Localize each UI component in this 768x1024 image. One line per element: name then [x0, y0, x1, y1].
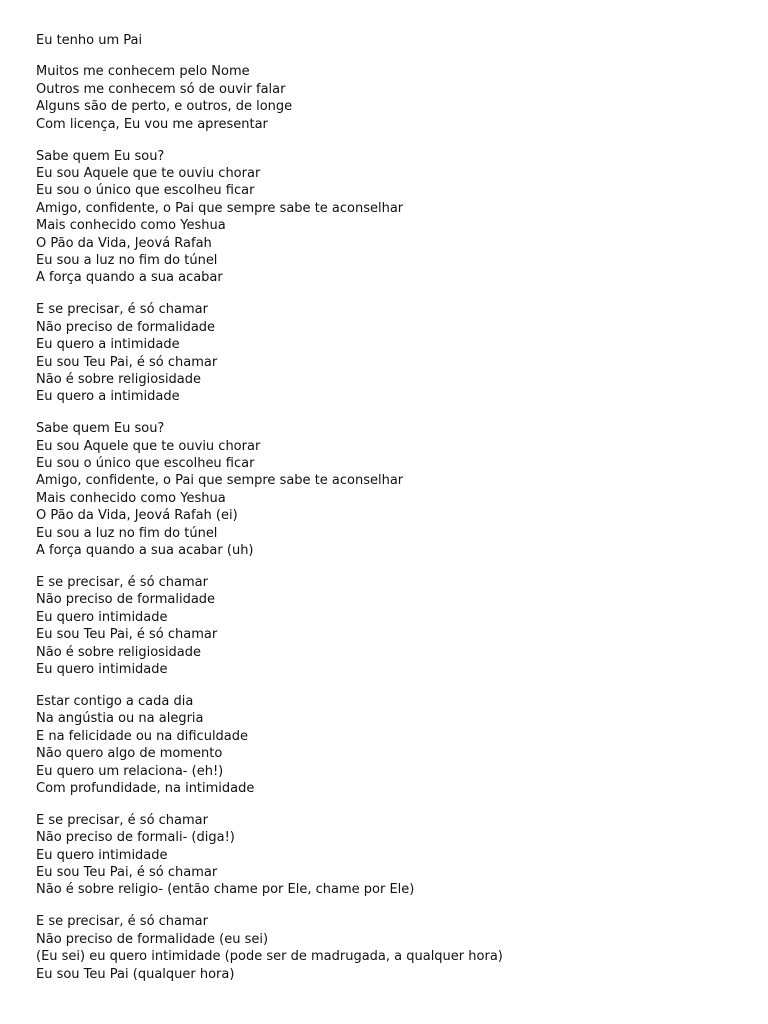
lyric-line: Não é sobre religiosidade: [36, 644, 202, 660]
lyric-line: Com licença, Eu vou me apresentar: [36, 116, 268, 132]
lyric-line: Eu sou Teu Pai (qualquer hora): [36, 966, 235, 982]
lyric-line: E se precisar, é só chamar: [36, 914, 208, 930]
lyric-line: Mais conhecido como Yeshua: [36, 218, 226, 234]
lyric-line: O Pão da Vida, Jeová Rafah: [36, 235, 212, 251]
lyric-line: Muitos me conhecem pelo Nome: [36, 64, 250, 80]
lyric-line: E se precisar, é só chamar: [36, 302, 208, 318]
lyric-line: Eu sou a luz no fim do túnel: [36, 252, 218, 268]
stanza: [36, 913, 736, 983]
stanza: [36, 301, 736, 405]
lyric-line: Eu quero intimidade: [36, 609, 168, 625]
lyric-line: Com profundidade, na intimidade: [36, 780, 255, 796]
lyric-line: Eu sou a luz no fim do túnel: [36, 525, 218, 541]
lyric-line: Outros me conhecem só de ouvir falar: [36, 81, 286, 97]
lyric-line: Não preciso de formalidade: [36, 319, 216, 335]
lyric-line: Não quero algo de momento: [36, 746, 223, 762]
lyric-line: Amigo, confidente, o Pai que sempre sabe te aconselhar: [36, 473, 404, 489]
lyric-line: Eu sou Aquele que te ouviu chorar: [36, 165, 261, 181]
lyric-line: O Pão da Vida, Jeová Rafah (ei): [36, 508, 238, 524]
lyric-line: Mais conhecido como Yeshua: [36, 490, 226, 506]
song-title: Eu tenho um Pai: [36, 33, 143, 48]
lyric-line: Não preciso de formali- (diga!): [36, 830, 235, 846]
lyric-line: Eu quero intimidade: [36, 662, 168, 677]
lyrics-body: [36, 63, 736, 983]
lyric-line: Não preciso de formalidade: [36, 592, 216, 608]
lyric-line: Eu quero a intimidade: [36, 337, 180, 353]
lyric-line: Eu sou o único que escolheu ficar: [36, 183, 255, 199]
lyric-line: A força quando a sua acabar: [36, 270, 223, 286]
lyric-line: A força quando a sua acabar (uh): [36, 543, 254, 559]
lyric-line: Alguns são de perto, e outros, de longe: [36, 99, 293, 115]
lyric-line: Não é sobre religiosidade: [36, 371, 202, 387]
lyric-line: Amigo, confidente, o Pai que sempre sabe te aconselhar: [36, 200, 404, 216]
lyric-line: Não preciso de formalidade (eu sei): [36, 931, 269, 947]
lyric-line: Estar contigo a cada dia: [36, 693, 194, 709]
stanza: [36, 148, 736, 287]
lyric-line: E na felicidade ou na dificuldade: [36, 728, 249, 744]
lyric-line: E se precisar, é só chamar: [36, 574, 208, 590]
lyric-line: Eu quero intimidade: [36, 847, 168, 863]
lyric-line: Eu sou Teu Pai, é só chamar: [36, 627, 218, 643]
lyric-line: Eu sou Teu Pai, é só chamar: [36, 865, 218, 881]
stanza: [36, 812, 736, 899]
lyric-line: Sabe quem Eu sou?: [36, 148, 165, 164]
lyric-line: Eu quero a intimidade: [36, 389, 180, 405]
lyric-line: (Eu sei) eu quero intimidade (pode ser de madrugada, a qualquer hora): [36, 949, 503, 965]
lyric-line: Na angústia ou na alegria: [36, 711, 204, 727]
stanza: [36, 420, 736, 559]
lyrics-page: [36, 32, 736, 998]
lyric-line: Eu sou Aquele que te ouviu chorar: [36, 438, 261, 454]
lyric-line: Sabe quem Eu sou?: [36, 421, 165, 437]
lyric-line: Eu quero um relaciona- (eh!): [36, 763, 224, 779]
stanza: [36, 693, 736, 797]
lyric-line: Eu sou o único que escolheu ficar: [36, 456, 255, 472]
stanza: [36, 63, 736, 133]
lyric-line: E se precisar, é só chamar: [36, 812, 208, 828]
lyric-line: Eu sou Teu Pai, é só chamar: [36, 354, 218, 370]
lyric-line: Não é sobre religio- (então chame por Ele, chame por Ele): [36, 882, 415, 898]
stanza: [36, 574, 736, 678]
